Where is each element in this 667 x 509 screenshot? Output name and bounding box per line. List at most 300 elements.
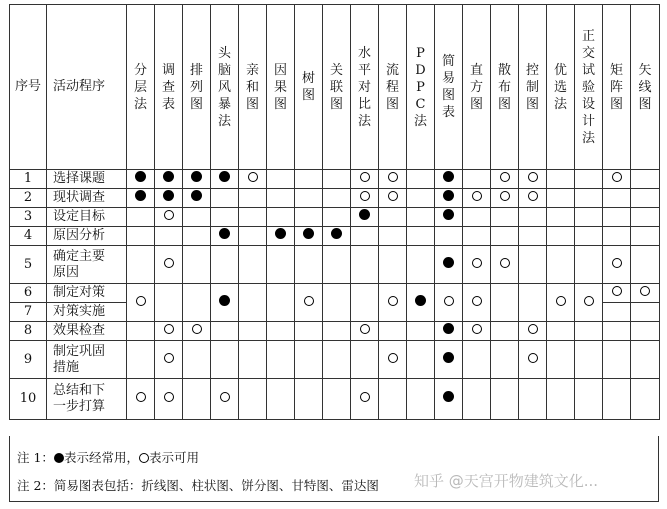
mark-cell (155, 341, 183, 379)
mark-cell (603, 341, 631, 379)
filled-circle-icon (191, 190, 202, 201)
tool-header (211, 5, 239, 170)
tool-header-label (435, 53, 462, 121)
open-circle-icon (528, 191, 538, 201)
process-line: 选择课题 (53, 171, 106, 186)
open-circle-icon (388, 353, 398, 363)
open-circle-icon (556, 296, 566, 306)
tool-header (519, 5, 547, 170)
tool-header-char: 图 (469, 96, 483, 112)
row-process (47, 322, 127, 341)
tool-header (631, 5, 660, 170)
note-1-full-text: 表示经常用， (63, 450, 139, 465)
open-circle-icon (472, 258, 482, 268)
mark-cell (575, 189, 603, 208)
process-line: 确定主要 (53, 248, 106, 264)
tool-header-char: 图 (385, 96, 399, 112)
open-circle-icon (528, 172, 538, 182)
tool-header-label (407, 45, 434, 130)
filled-circle-icon (443, 171, 454, 182)
tool-header-char: 制 (525, 79, 539, 95)
mark-cell (183, 284, 211, 322)
mark-cell (519, 284, 547, 322)
tool-header-char: 风 (217, 79, 231, 95)
tool-header-label (631, 62, 659, 113)
tool-header (295, 5, 323, 170)
mark-cell (239, 227, 267, 246)
tool-header-label (603, 62, 630, 113)
tool-header-char: 控 (525, 62, 539, 78)
mark-cell (155, 189, 183, 208)
tool-header-char: 试 (581, 62, 595, 78)
tool-header (407, 5, 435, 170)
mark-cell (239, 379, 267, 420)
row-process (47, 379, 127, 420)
mark-cell (351, 284, 379, 322)
mark-cell (295, 246, 323, 284)
tool-header-char: P (416, 45, 425, 61)
filled-circle-icon (415, 295, 426, 306)
tool-header-char: 图 (497, 96, 511, 112)
mark-cell (603, 284, 631, 303)
mark-cell (323, 379, 351, 420)
mark-cell (155, 322, 183, 341)
mark-cell (295, 189, 323, 208)
tool-header-char: 流 (385, 62, 399, 78)
mark-cell (519, 322, 547, 341)
row-process (47, 303, 127, 322)
row-number: 2 (10, 189, 47, 208)
mark-cell (603, 246, 631, 284)
tool-header-char: D (415, 62, 426, 78)
tool-header-char: 法 (357, 113, 371, 129)
mark-cell (491, 170, 519, 189)
process-line: 原因 (53, 264, 80, 280)
mark-cell (407, 227, 435, 246)
open-circle-icon (164, 210, 174, 220)
mark-cell (519, 379, 547, 420)
row-number: 9 (10, 341, 47, 379)
mark-cell (295, 227, 323, 246)
mark-cell (407, 170, 435, 189)
mark-cell (183, 246, 211, 284)
mark-cell (323, 341, 351, 379)
tool-header-label (323, 62, 350, 113)
mark-cell (239, 170, 267, 189)
mark-cell (127, 208, 155, 227)
tool-header-char: 图 (245, 96, 259, 112)
tool-header-label (491, 62, 518, 113)
mark-cell (631, 227, 660, 246)
tool-header-char: 头 (217, 45, 231, 61)
tool-header-char: 脑 (217, 62, 231, 78)
mark-cell (435, 189, 463, 208)
tool-header-char: 树 (301, 71, 315, 86)
mark-cell (603, 227, 631, 246)
mark-cell (351, 379, 379, 420)
open-circle-icon (164, 353, 174, 363)
mark-cell (267, 379, 295, 420)
open-circle-icon (164, 258, 174, 268)
table-row (10, 246, 660, 284)
mark-cell (155, 246, 183, 284)
tool-header-char: 线 (638, 79, 652, 95)
mark-cell (211, 246, 239, 284)
tool-header-label (155, 62, 182, 113)
process-line: 对策实施 (53, 304, 106, 319)
tool-header-char: 图 (273, 96, 287, 112)
tool-header-char: 图 (525, 96, 539, 112)
tool-header-char: 果 (273, 79, 287, 95)
tool-header-label (127, 62, 154, 113)
mark-cell (323, 284, 351, 322)
tool-header-label (547, 62, 574, 113)
tool-header-char: 法 (581, 130, 595, 146)
open-circle-icon (472, 324, 482, 334)
tool-header-char: 排 (189, 62, 203, 78)
mark-cell (631, 303, 660, 322)
tool-header (155, 5, 183, 170)
mark-cell (547, 227, 575, 246)
mark-cell (491, 284, 519, 322)
row-process (47, 246, 127, 284)
mark-cell (435, 284, 463, 322)
mark-cell (295, 322, 323, 341)
row-number: 3 (10, 208, 47, 227)
tool-header (183, 5, 211, 170)
process-line: 设定目标 (53, 209, 106, 224)
process-line: 效果检查 (53, 323, 106, 338)
mark-cell (211, 170, 239, 189)
mark-cell (295, 341, 323, 379)
open-circle-icon (612, 172, 622, 182)
row-process (47, 284, 127, 303)
mark-cell (547, 246, 575, 284)
mark-cell (407, 341, 435, 379)
tool-header-char: 调 (161, 62, 175, 78)
tool-header-char: 列 (189, 79, 203, 95)
tool-header-char: 阵 (609, 79, 623, 95)
row-number: 4 (10, 227, 47, 246)
mark-cell (631, 284, 660, 303)
mark-cell (155, 170, 183, 189)
mark-cell (351, 170, 379, 189)
note-1 (17, 448, 199, 466)
table-row (10, 170, 660, 189)
mark-cell (407, 189, 435, 208)
mark-cell (295, 379, 323, 420)
tool-header-char: 正 (581, 28, 595, 44)
table-row (10, 341, 660, 379)
mark-cell (463, 379, 491, 420)
tool-header-char: 图 (189, 96, 203, 112)
mark-cell (575, 170, 603, 189)
tool-header-char: 图 (301, 88, 315, 103)
mark-cell (211, 341, 239, 379)
mark-cell (575, 246, 603, 284)
mark-cell (183, 208, 211, 227)
mark-cell (631, 170, 660, 189)
open-circle-icon (360, 392, 370, 402)
tool-header-char: 联 (329, 79, 343, 95)
mark-cell (435, 379, 463, 420)
filled-circle-icon (443, 323, 454, 334)
open-circle-icon (444, 296, 454, 306)
header-process: 活动程序 (47, 5, 127, 170)
row-number: 1 (10, 170, 47, 189)
header-index: 序号 (10, 5, 47, 170)
mark-cell (351, 189, 379, 208)
mark-cell (463, 189, 491, 208)
row-process (47, 189, 127, 208)
mark-cell (183, 189, 211, 208)
mark-cell (379, 322, 407, 341)
tool-header (575, 5, 603, 170)
process-line: 现状调查 (53, 190, 106, 205)
mark-cell (127, 379, 155, 420)
filled-circle-icon (135, 171, 146, 182)
open-circle-icon (360, 324, 370, 334)
mark-cell (491, 189, 519, 208)
mark-cell (155, 284, 183, 322)
filled-circle-icon (303, 228, 314, 239)
mark-cell (323, 322, 351, 341)
mark-cell (295, 170, 323, 189)
tool-header (379, 5, 407, 170)
open-circle-icon (192, 324, 202, 334)
note-2: 注 2：简易图表包括：折线图、柱状图、饼分图、甘特图、雷达图 (17, 478, 379, 493)
tool-header (351, 5, 379, 170)
mark-cell (519, 227, 547, 246)
mark-cell (183, 341, 211, 379)
open-circle-icon (388, 191, 398, 201)
row-number: 8 (10, 322, 47, 341)
open-circle-icon (584, 296, 594, 306)
mark-cell (127, 341, 155, 379)
tool-header-label (463, 62, 490, 113)
open-circle-icon (500, 172, 510, 182)
table-row (10, 379, 660, 420)
mark-cell (239, 208, 267, 227)
mark-cell (407, 379, 435, 420)
filled-circle-icon (443, 190, 454, 201)
mark-cell (407, 322, 435, 341)
tool-header (267, 5, 295, 170)
mark-cell (379, 379, 407, 420)
tool-header-char: 设 (581, 96, 595, 112)
tool-header-char: 散 (497, 62, 511, 78)
mark-cell (491, 322, 519, 341)
notes-box (9, 436, 659, 502)
mark-cell (463, 170, 491, 189)
tool-header-char: 验 (581, 79, 595, 95)
filled-circle-icon (443, 391, 454, 402)
mark-cell (295, 208, 323, 227)
tool-header-label (267, 62, 294, 113)
tool-header-char: 矩 (609, 62, 623, 78)
mark-cell (183, 170, 211, 189)
mark-cell (211, 379, 239, 420)
process-line: 措施 (53, 359, 80, 375)
tool-header-char: 查 (161, 79, 175, 95)
mark-cell (379, 341, 407, 379)
open-circle-icon (139, 453, 149, 463)
mark-cell (183, 379, 211, 420)
tool-header-char: C (415, 96, 426, 112)
filled-circle-icon (331, 228, 342, 239)
tool-header-label (211, 45, 238, 130)
tool-header-char: 布 (497, 79, 511, 95)
tool-header-char: 图 (441, 88, 455, 103)
mark-cell (127, 246, 155, 284)
mark-cell (463, 208, 491, 227)
mark-cell (407, 208, 435, 227)
mark-cell (211, 208, 239, 227)
mark-cell (435, 341, 463, 379)
mark-cell (127, 170, 155, 189)
mark-cell (239, 341, 267, 379)
tool-header-label (519, 62, 546, 113)
tool-header-label (239, 62, 266, 113)
mark-cell (323, 208, 351, 227)
mark-cell (267, 341, 295, 379)
row-process (47, 170, 127, 189)
mark-cell (183, 227, 211, 246)
tool-header-char: 水 (357, 45, 371, 61)
mark-cell (267, 170, 295, 189)
watermark: 知乎 @天宫开物建筑文化... (414, 472, 599, 490)
process-line: 一步打算 (53, 399, 106, 414)
tool-header-char: 法 (553, 96, 567, 112)
tool-header-char: 矢 (638, 62, 652, 78)
tool-header-char: 暴 (217, 96, 231, 112)
mark-cell (547, 341, 575, 379)
mark-cell (407, 246, 435, 284)
tool-header-char: 图 (329, 96, 343, 112)
mark-cell (631, 246, 660, 284)
mark-cell (127, 227, 155, 246)
mark-cell (547, 208, 575, 227)
open-circle-icon (528, 324, 538, 334)
mark-cell (127, 189, 155, 208)
mark-cell (491, 208, 519, 227)
tool-header-char: 交 (581, 45, 595, 61)
tool-header-char: 易 (441, 71, 455, 86)
mark-cell (323, 246, 351, 284)
open-circle-icon (360, 172, 370, 182)
mark-cell (323, 189, 351, 208)
mark-cell (463, 246, 491, 284)
mark-cell (267, 322, 295, 341)
process-line: 制定对策 (53, 285, 106, 300)
mark-cell (519, 189, 547, 208)
row-process (47, 227, 127, 246)
open-circle-icon (164, 324, 174, 334)
tool-header (435, 5, 463, 170)
mark-cell (547, 322, 575, 341)
mark-cell (463, 341, 491, 379)
mark-cell (603, 322, 631, 341)
mark-cell (491, 341, 519, 379)
mark-cell (603, 303, 631, 322)
tool-header-char: 表 (441, 105, 455, 120)
mark-cell (351, 341, 379, 379)
open-circle-icon (304, 296, 314, 306)
tool-header (491, 5, 519, 170)
tool-header-char: 优 (553, 62, 567, 78)
mark-cell (211, 284, 239, 322)
mark-cell (211, 322, 239, 341)
open-circle-icon (472, 191, 482, 201)
filled-circle-icon (191, 171, 202, 182)
tool-header-char: 表 (161, 96, 175, 112)
filled-circle-icon (163, 190, 174, 201)
tool-header-label (575, 28, 602, 147)
mark-cell (323, 170, 351, 189)
filled-circle-icon (54, 453, 64, 463)
mark-cell (575, 322, 603, 341)
row-number: 7 (10, 303, 47, 322)
mark-cell (379, 227, 407, 246)
open-circle-icon (500, 191, 510, 201)
filled-circle-icon (359, 209, 370, 220)
mark-cell (603, 208, 631, 227)
tool-header-char: 图 (609, 96, 623, 112)
tool-header-char: 图 (638, 96, 652, 112)
tool-header (603, 5, 631, 170)
mark-cell (211, 189, 239, 208)
mark-cell (631, 341, 660, 379)
table-row (10, 322, 660, 341)
filled-circle-icon (135, 190, 146, 201)
open-circle-icon (500, 258, 510, 268)
table-row (10, 208, 660, 227)
mark-cell (603, 189, 631, 208)
mark-cell (519, 246, 547, 284)
tool-header (127, 5, 155, 170)
row-number: 10 (10, 379, 47, 420)
tool-header (239, 5, 267, 170)
process-line: 总结和下 (53, 383, 106, 398)
mark-cell (631, 208, 660, 227)
mark-cell (575, 208, 603, 227)
mark-cell (127, 284, 155, 322)
mark-cell (351, 227, 379, 246)
tool-header-label (351, 45, 378, 130)
mark-cell (435, 246, 463, 284)
mark-cell (435, 227, 463, 246)
tool-header-label (295, 70, 322, 104)
mark-cell (379, 284, 407, 322)
mark-cell (547, 189, 575, 208)
filled-circle-icon (443, 352, 454, 363)
open-circle-icon (388, 172, 398, 182)
mark-cell (127, 322, 155, 341)
open-circle-icon (360, 191, 370, 201)
tool-header-char: 对 (357, 79, 371, 95)
tool-header-char: 比 (357, 96, 371, 112)
mark-cell (351, 322, 379, 341)
filled-circle-icon (219, 295, 230, 306)
mark-cell (379, 208, 407, 227)
tool-header-char: 法 (133, 96, 147, 112)
tool-header-char: 层 (133, 79, 147, 95)
tool-header-char: 亲 (245, 62, 259, 78)
open-circle-icon (136, 392, 146, 402)
mark-cell (267, 284, 295, 322)
mark-cell (435, 322, 463, 341)
tool-header-char: 直 (469, 62, 483, 78)
